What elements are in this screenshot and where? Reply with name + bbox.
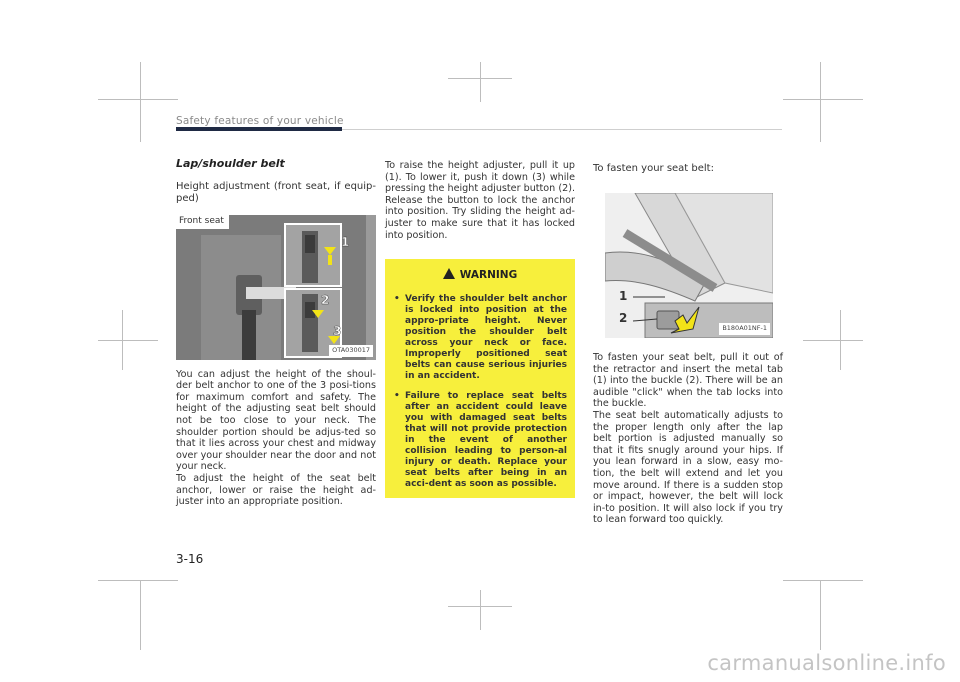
middle-column xyxy=(385,160,575,498)
sub-heading: To fasten your seat belt: xyxy=(593,163,714,174)
watermark: carmanualsonline.info xyxy=(707,651,946,675)
fastening-illustration xyxy=(605,193,773,338)
figure-label: Front seat xyxy=(176,215,229,230)
warning-box xyxy=(385,259,575,498)
callout-2: 2 xyxy=(619,311,628,325)
callout-3: 3 xyxy=(333,323,342,338)
warning-title: WARNING xyxy=(459,269,518,282)
figure-code: B180A01NF-1 xyxy=(719,323,770,335)
section-rule-accent xyxy=(176,127,342,131)
sub-heading: Height adjustment (front seat, if equip-ped) xyxy=(176,180,376,204)
anchor-detail-upper xyxy=(286,225,340,285)
body-paragraph: The seat belt automatically adjusts to the proper length only after the lap belt portion is adjusted manually so that it fits snugly around your hips. If you lean forward in a slow, easy mo-tion, the belt will extend and let you move around. If there is a sudden stop or impact, however, the belt will lock in-to position. It will also lock if you try to lean forward too quickly. xyxy=(593,409,783,526)
body-paragraph: To fasten your seat belt, pull it out of the retractor and insert the metal tab (1) into the buckle (2). There will be an audible "click" when the tab locks into the buckle. xyxy=(593,352,783,410)
callout-1: 1 xyxy=(341,234,350,249)
section-title: Safety features of your vehicle xyxy=(176,115,344,127)
body-paragraph: To adjust the height of the seat belt anchor, lower or raise the height ad-juster into an appropriate position. xyxy=(176,472,376,508)
section-heading: Lap/shoulder belt xyxy=(176,157,285,170)
figure-code: OTA030017 xyxy=(329,345,373,357)
detail-inset-upper xyxy=(284,223,342,287)
page-number: 3-16 xyxy=(176,552,204,566)
callout-1: 1 xyxy=(619,289,628,303)
right-column xyxy=(593,163,783,526)
warning-heading xyxy=(393,267,567,282)
body-paragraph: You can adjust the height of the shoul-der belt anchor to one of the 3 posi-tions for maximum comfort and safety. The height of the adjusting seat belt should not be too close to your neck. The shoulder portion should be adjus-ted so that it lies across your chest and midway over your shoulder near the door and not your neck. xyxy=(176,368,376,473)
front-seat-figure xyxy=(176,215,376,360)
left-column xyxy=(176,158,376,508)
warning-item: • Verify the shoulder belt anchor is locked into position at the appro-priate height. Never position the shoulder belt across your neck or face. Improperly positioned seat belts can cause serious injuries in an accident. xyxy=(393,294,567,382)
fasten-belt-figure xyxy=(605,193,773,338)
warning-item: • Failure to replace seat belts after an accident could leave you with damaged seat belts that will not provide protection in the event of another collision leading to person-al injury or death. Replace your seat belts after being in an acci-dent as soon as possible. xyxy=(393,391,567,490)
callout-2: 2 xyxy=(321,292,330,307)
warning-icon xyxy=(443,268,455,279)
body-paragraph: To raise the height adjuster, pull it up (1). To lower it, push it down (3) while pressing the height adjuster button (2). Release the button to lock the anchor into position. Try sliding the height ad-juster to make sure that it has locked into position. xyxy=(385,160,575,241)
